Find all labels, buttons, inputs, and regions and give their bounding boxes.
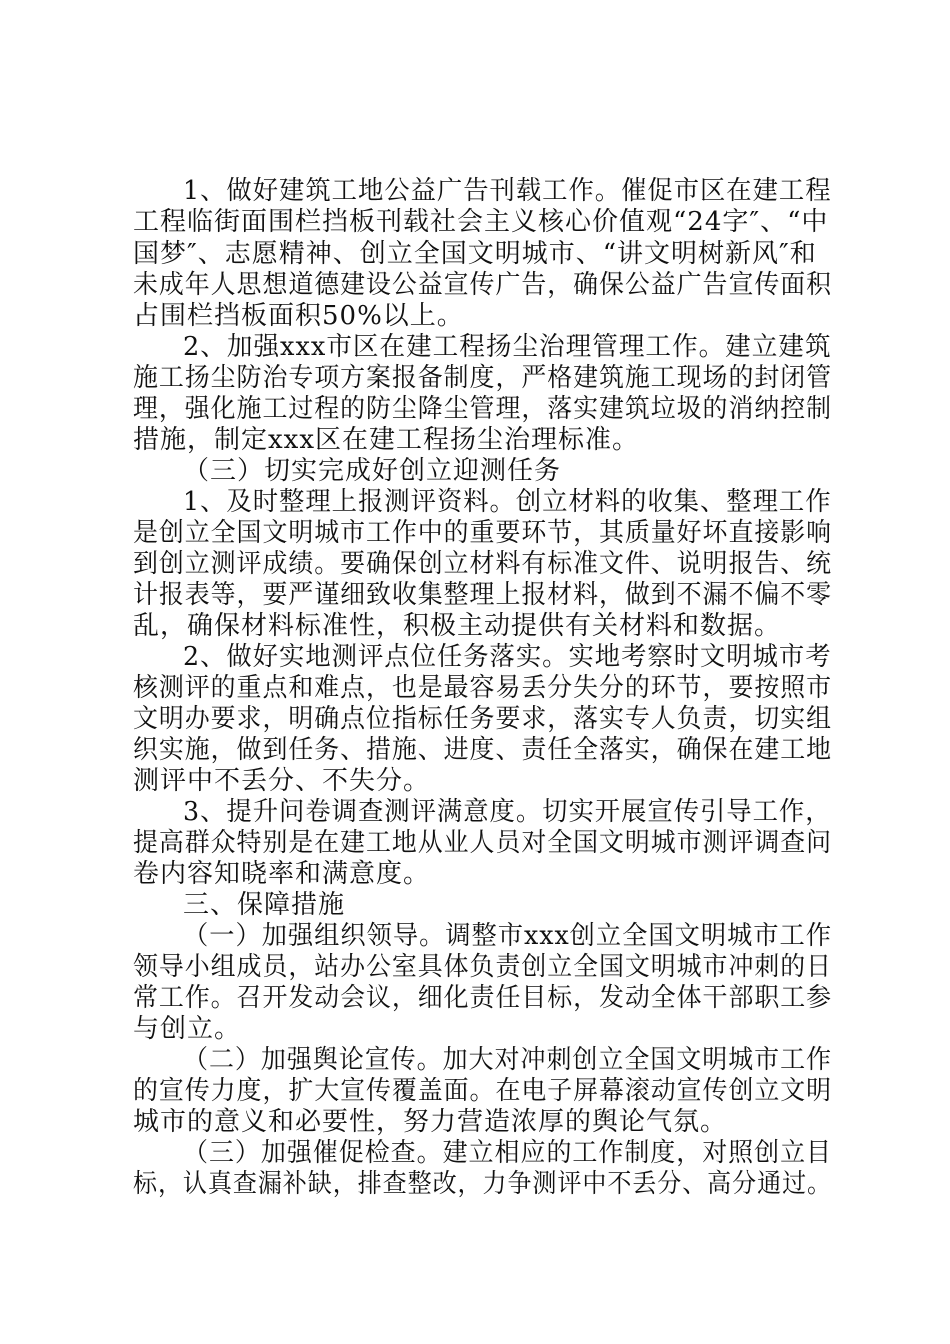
text-line: 提高群众特别是在建工地从业人员对全国文明城市测评调查问 bbox=[133, 828, 833, 858]
text-line: 工程临街面围栏挡板刊载社会主义核心价值观“24字″、“中 bbox=[133, 207, 829, 237]
section-heading: 三、保障措施 bbox=[183, 890, 346, 920]
section-heading: （三）切实完成好创立迎测任务 bbox=[183, 456, 562, 486]
text-line: 2、做好实地测评点位任务落实。实地考察时文明城市考 bbox=[183, 642, 832, 672]
text-line: 到创立测评成绩。要确保创立材料有标准文件、说明报告、统 bbox=[133, 549, 833, 579]
text-line: 1、做好建筑工地公益广告刊载工作。催促市区在建工程 bbox=[183, 176, 832, 206]
text-line: 3、提升问卷调查测评满意度。切实开展宣传引导工作， bbox=[183, 797, 832, 827]
text-line: 2、加强xxx市区在建工程扬尘治理管理工作。建立建筑 bbox=[183, 332, 832, 362]
text-line: 未成年人思想道德建设公益宣传广告，确保公益广告宣传面积 bbox=[133, 270, 833, 300]
text-line: 的宣传力度，扩大宣传覆盖面。在电子屏幕滚动宣传创立文明 bbox=[133, 1076, 833, 1106]
text-line: 计报表等，要严谨细致收集整理上报材料，做到不漏不偏不零 bbox=[133, 580, 833, 610]
text-line: 领导小组成员，站办公室具体负责创立全国文明城市冲刺的日 bbox=[133, 952, 833, 982]
text-line: 与创立。 bbox=[133, 1014, 242, 1044]
text-line: 措施，制定xxx区在建工程扬尘治理标准。 bbox=[133, 425, 639, 455]
text-line: （一）加强组织领导。调整市xxx创立全国文明城市工作 bbox=[183, 921, 832, 951]
text-line: （二）加强舆论宣传。加大对冲刺创立全国文明城市工作 bbox=[183, 1045, 833, 1075]
text-line: 标，认真查漏补缺，排查整改，力争测评中不丢分、高分通过。 bbox=[133, 1169, 833, 1199]
text-line: 1、及时整理上报测评资料。创立材料的收集、整理工作 bbox=[183, 487, 832, 517]
text-line: 国梦″、志愿精神、创立全国文明城市、“讲文明树新风″和 bbox=[133, 239, 817, 269]
text-line: 占围栏挡板面积50%以上。 bbox=[133, 301, 464, 331]
text-line: 施工扬尘防治专项方案报备制度，严格建筑施工现场的封闭管 bbox=[133, 363, 833, 393]
text-line: 是创立全国文明城市工作中的重要环节，其质量好坏直接影响 bbox=[133, 518, 833, 548]
text-line: 文明办要求，明确点位指标任务要求，落实专人负责，切实组 bbox=[133, 704, 833, 734]
text-line: 卷内容知晓率和满意度。 bbox=[133, 859, 431, 889]
text-line: 理，强化施工过程的防尘降尘管理，落实建筑垃圾的消纳控制 bbox=[133, 394, 833, 424]
text-line: 乱，确保材料标准性，积极主动提供有关材料和数据。 bbox=[133, 611, 782, 641]
text-line: 织实施，做到任务、措施、进度、责任全落实，确保在建工地 bbox=[133, 735, 833, 765]
text-line: 核测评的重点和难点，也是最容易丢分失分的环节，要按照市 bbox=[133, 673, 833, 703]
text-line: 测评中不丢分、不失分。 bbox=[133, 766, 431, 796]
text-line: 城市的意义和必要性，努力营造浓厚的舆论气氛。 bbox=[133, 1107, 728, 1137]
text-line: 常工作。召开发动会议，细化责任目标，发动全体干部职工参 bbox=[133, 983, 833, 1013]
text-line: （三）加强催促检查。建立相应的工作制度，对照创立目 bbox=[183, 1138, 833, 1168]
